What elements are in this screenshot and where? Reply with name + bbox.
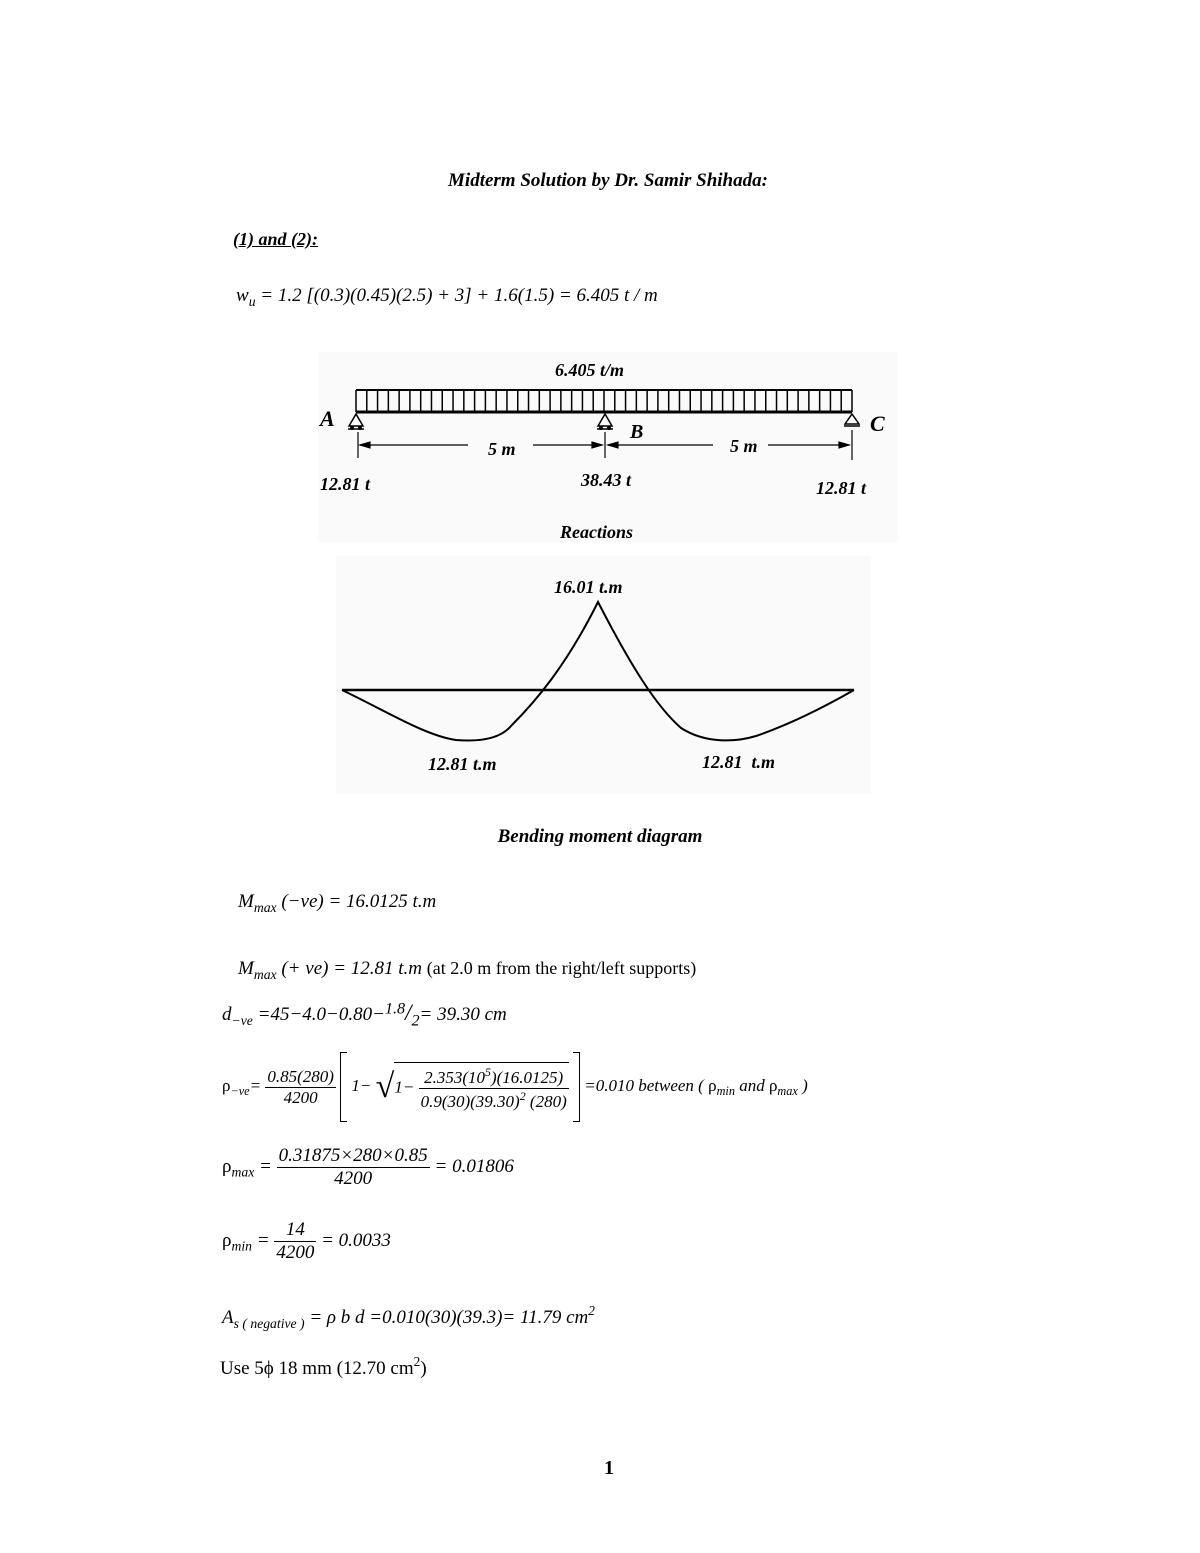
as-symbol: A: [222, 1306, 234, 1328]
load-symbol-sub: u: [248, 293, 256, 309]
mmax-positive-equation: [238, 958, 696, 983]
rho-ve-equation: $\rho_{-ve}=$ $\frac{0.85(280)}{4200}$ 1− √1− $\frac{2.353(10^5)(16.0125)}{0.9(30)(39.30)^2 (280)}$ =0.010 between ( $\rho_{min}$ and $\rho_{max}$ ): [222, 1052, 808, 1122]
right-bracket: [573, 1052, 580, 1122]
steel-area-equation: [222, 1303, 595, 1332]
load-label: 6.405 t/m: [555, 360, 625, 380]
reaction-c-label: 12.81 t: [816, 478, 867, 498]
support-b-label: B: [630, 421, 644, 443]
sqrt-body: [394, 1062, 568, 1112]
load-equation: [236, 285, 658, 310]
rho-ve-frac1-num: 0.85(280): [267, 1066, 334, 1086]
use-sup: 2: [413, 1354, 421, 1369]
mmax-neg-sub: max: [253, 899, 277, 915]
section-heading: (1) and (2):: [233, 229, 318, 249]
use-close: ): [420, 1357, 427, 1379]
rho-max-rhs: = 0.01806: [434, 1155, 514, 1177]
use-text: Use 5ϕ 18 mm (12.70 cm: [220, 1357, 414, 1379]
rho-ve-frac1-den: 4200: [283, 1087, 318, 1107]
rho-max-sub: max: [231, 1164, 255, 1180]
rho-ve-frac2-den: $0.9(30)(39.30)^2$ (280): [420, 1089, 567, 1112]
moment-caption: Bending moment diagram: [497, 826, 703, 847]
rho-ve-result: =0.010 between (: [584, 1075, 704, 1095]
rho-ve-one-minus: 1−: [351, 1075, 372, 1095]
span-right-label: 5 m: [730, 436, 758, 456]
moment-peak-label: 16.01 t.m: [554, 577, 623, 597]
rho-min-den: 4200: [276, 1242, 315, 1263]
moment-diagram: [336, 556, 871, 794]
mmax-pos-note: (at 2.0 m from the right/left supports): [426, 958, 697, 978]
load-equation-rhs: = 1.2 [(0.3)(0.45)(2.5) + 3] + 1.6(1.5) = 6.405 t / m: [260, 285, 658, 306]
d-symbol: d: [222, 1004, 232, 1025]
d-rhs1: =45−4.0−0.80−: [257, 1004, 385, 1025]
rho-min-frac: [274, 1219, 316, 1264]
mmax-pos-symbol: M: [238, 958, 254, 979]
rho-ve-frac2: [419, 1065, 569, 1112]
mmax-pos-sub: max: [253, 966, 277, 982]
mmax-neg-symbol: M: [238, 891, 254, 912]
mmax-negative-equation: [238, 891, 436, 916]
rho-ve-eq: =: [249, 1075, 262, 1095]
rho-max-den: 4200: [334, 1168, 373, 1189]
rho-max-equation: $\rho_{max}$ = $\frac{0.31875\times 280\times 0.85}{4200}$ = 0.01806: [222, 1145, 514, 1189]
d-frac-den: 2: [411, 1012, 420, 1030]
reaction-b-label: 38.43 t: [581, 470, 632, 490]
rho-max-symbol: ρ: [222, 1155, 232, 1177]
d-sub: −ve: [231, 1012, 253, 1028]
page-number: 1: [604, 1457, 614, 1479]
d-rhs2: = 39.30 cm: [419, 1004, 507, 1025]
mmax-pos-rhs: (+ ve) = 12.81 t.m: [281, 958, 423, 979]
reaction-a-label: 12.81 t: [320, 474, 371, 494]
sqrt-sign: √: [375, 1068, 395, 1105]
rho-ve-frac1: [265, 1067, 336, 1108]
moment-left-label: 12.81 t.m: [428, 754, 497, 774]
as-sup: 2: [588, 1303, 595, 1318]
diagram-background: [318, 352, 898, 542]
moment-right-label: 12.81 t.m: [702, 752, 776, 772]
reactions-diagram: [318, 352, 898, 542]
as-sub: s ( negative ): [233, 1315, 305, 1331]
load-symbol: w: [236, 285, 249, 306]
support-c-label: C: [870, 411, 885, 436]
reactions-caption: Reactions: [560, 522, 634, 542]
mmax-neg-rhs: (−ve) = 16.0125 t.m: [281, 891, 437, 912]
span-left-label: 5 m: [488, 439, 516, 459]
reinforcement-selection: [220, 1354, 427, 1380]
rho-min-symbol: ρ: [222, 1229, 232, 1251]
support-a-label: A: [320, 406, 335, 431]
left-bracket: [340, 1052, 347, 1122]
rho-min-rhs: = 0.0033: [321, 1229, 391, 1251]
rho-ve-symbol: ρ: [222, 1075, 231, 1095]
rho-ve-sub: −ve: [230, 1084, 250, 1099]
document-title: Midterm Solution by Dr. Samir Shihada:: [448, 170, 768, 191]
rho-ve-inner-one-minus: 1−: [394, 1077, 415, 1097]
rho-ve-frac2-num: $2.353(10^5)(16.0125)$: [419, 1065, 569, 1089]
rho-min-num: 14: [274, 1219, 316, 1242]
rho-min-sub: min: [231, 1238, 252, 1254]
depth-equation: $d_{-ve} =45-4.0-0.80-^{1.8}/_2= 39.30$ cm: [222, 1000, 507, 1030]
rho-max-num: 0.31875×280×0.85: [278, 1145, 428, 1166]
rho-max-frac: [277, 1145, 430, 1190]
d-frac-num: 1.8: [384, 1000, 406, 1018]
as-rhs: = ρ b d =0.010(30)(39.3)= 11.79 cm: [309, 1306, 589, 1328]
rho-min-equation: $\rho_{min}$ = $\frac{14}{4200}$ = 0.0033: [222, 1219, 391, 1263]
